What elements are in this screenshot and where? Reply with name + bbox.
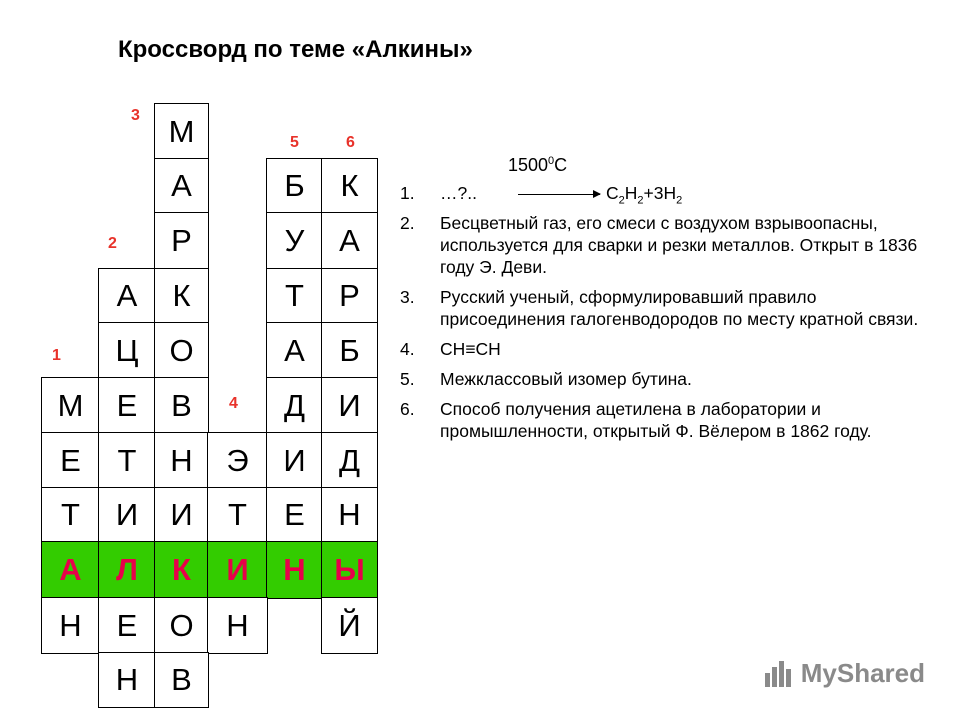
reaction-temperature: 1500$^0$С <box>508 155 568 175</box>
grid-cell: И <box>154 487 209 543</box>
clue-6: 6. Способ получения ацетилена в лаборатории и промышленности, открытый Ф. Вёлером в 1862 году. <box>400 399 872 441</box>
grid-cell: И <box>98 487 156 543</box>
grid-cell: Н <box>41 597 100 654</box>
grid-cell: Е <box>266 487 323 543</box>
reaction-arrow-icon <box>518 194 600 195</box>
clue-number-4: 4 <box>229 395 238 412</box>
grid-cell: А <box>98 268 156 324</box>
highlight-cell: И <box>207 541 268 599</box>
grid-cell: К <box>321 158 378 214</box>
highlight-cell: Н <box>266 541 323 599</box>
clue-number-6: 6 <box>346 134 355 151</box>
clue-1 <box>400 150 945 206</box>
grid-cell: Е <box>98 597 156 654</box>
grid-cell: Е <box>41 432 100 489</box>
clue-4: 4. СН≡СН <box>400 339 501 359</box>
grid-cell: Р <box>154 212 209 270</box>
grid-cell: А <box>154 158 209 214</box>
grid-cell: М <box>41 377 100 434</box>
grid-cell: Т <box>207 487 268 543</box>
grid-cell: В <box>154 652 209 708</box>
clue-1-blank: …?.. <box>440 183 477 203</box>
grid-cell: Ц <box>98 322 156 379</box>
watermark <box>765 656 925 690</box>
highlight-cell: К <box>154 541 209 599</box>
clue-list <box>400 150 945 450</box>
grid-cell: Д <box>266 377 323 434</box>
grid-cell: А <box>266 322 323 379</box>
grid-cell: Д <box>321 432 378 489</box>
grid-cell: Е <box>98 377 156 434</box>
clue-number-5: 5 <box>290 134 299 151</box>
watermark-text: MyShared <box>800 657 925 688</box>
grid-cell: О <box>154 322 209 379</box>
grid-cell: М <box>154 103 209 160</box>
grid-cell: Т <box>266 268 323 324</box>
highlight-cell: А <box>41 541 100 599</box>
grid-cell: Н <box>207 597 268 654</box>
highlight-cell: Л <box>98 541 156 599</box>
grid-cell: А <box>321 212 378 270</box>
clue-5: 5. Межклассовый изомер бутина. <box>400 369 692 389</box>
clue-2: 2. Бесцветный газ, его смеси с воздухом взрывоопасны, используется для сварки и резки металлов. Открыт в 1836 году Э. Деви. <box>400 213 918 277</box>
watermark-logo-icon <box>765 659 795 687</box>
clue-number-1: 1 <box>52 347 61 364</box>
grid-cell: Б <box>321 322 378 379</box>
grid-cell: Т <box>41 487 100 543</box>
reaction-products: $С_2Н_2+3Н_2$ <box>606 183 683 207</box>
grid-cell: Р <box>321 268 378 324</box>
grid-cell: Й <box>321 597 378 654</box>
grid-cell: Н <box>154 432 209 489</box>
grid-cell: И <box>321 377 378 434</box>
grid-cell: Н <box>98 652 156 708</box>
grid-cell: И <box>266 432 323 489</box>
clue-1-number: 1. <box>400 183 415 203</box>
grid-cell: Н <box>321 487 378 543</box>
grid-cell: Э <box>207 432 268 489</box>
grid-cell: Б <box>266 158 323 214</box>
highlight-cell: Ы <box>321 541 378 599</box>
grid-cell: Т <box>98 432 156 489</box>
grid-cell: К <box>154 268 209 324</box>
clue-number-3: 3 <box>131 107 140 124</box>
clue-3: 3. Русский ученый, сформулировавший правило присоединения галогенводородов по месту кратной связи. <box>400 287 919 329</box>
grid-cell: У <box>266 212 323 270</box>
grid-cell: О <box>154 597 209 654</box>
grid-cell: В <box>154 377 209 434</box>
clue-number-2: 2 <box>108 235 117 252</box>
page-title: Кроссворд по теме «Алкины» <box>118 36 473 63</box>
